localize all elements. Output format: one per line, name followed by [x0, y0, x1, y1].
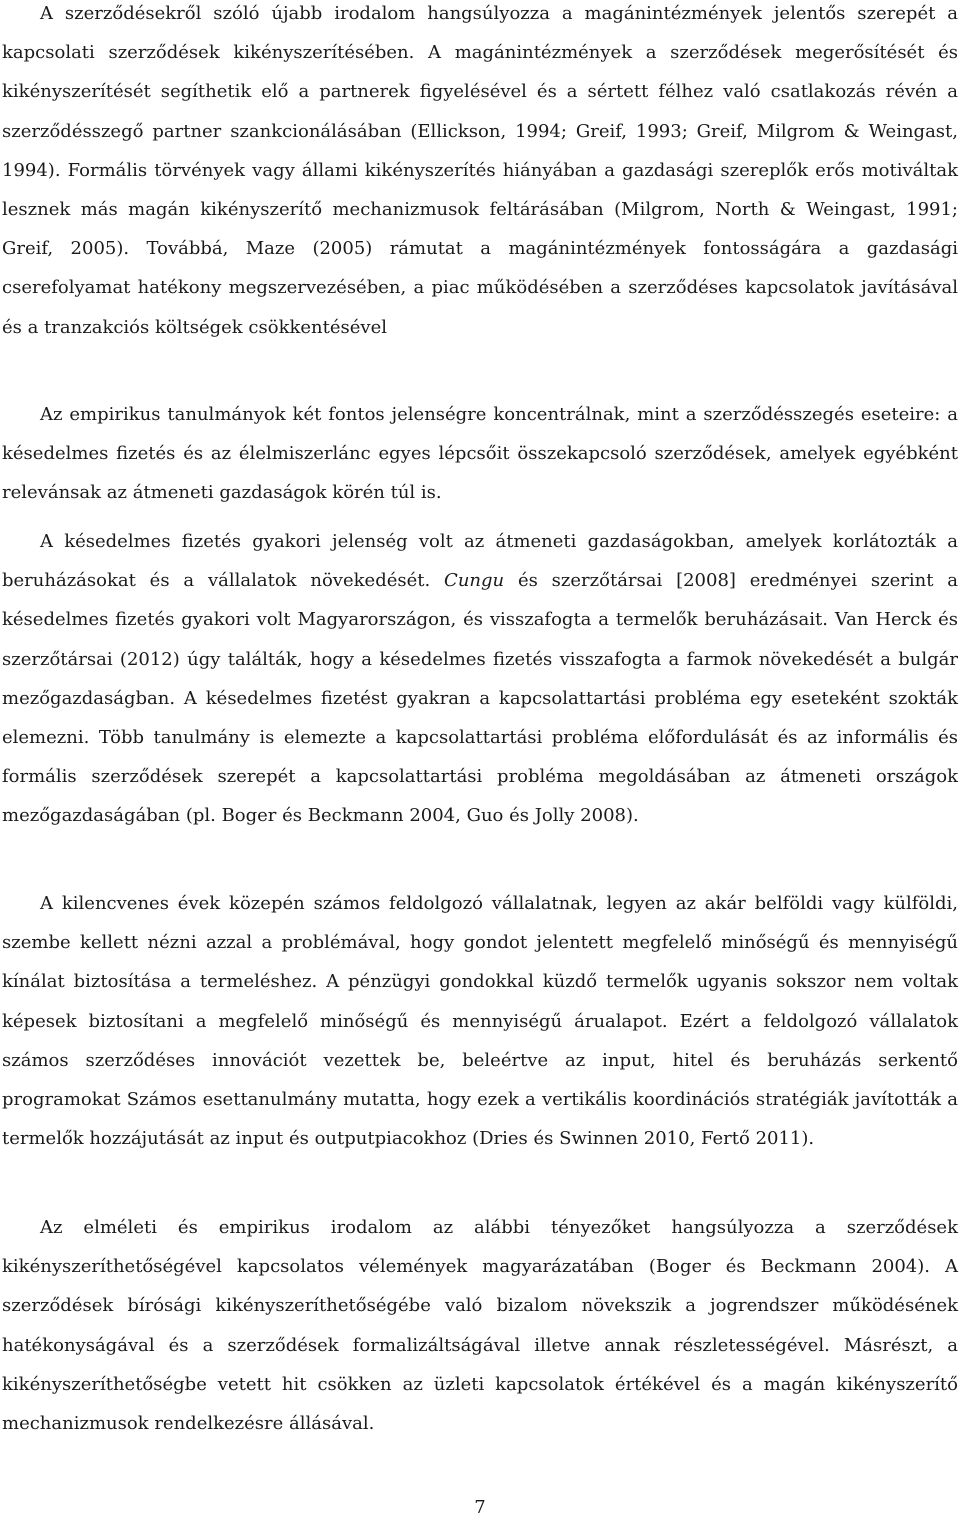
late-payment-text-before: A késedelmes fizetés gyakori jelenség volt az átmeneti gazdaságokban, amelyek korlátozták a beruházásokat és a vállalatok növekedését. [2, 531, 958, 592]
paragraph-enforceability: Az elméleti és empirikus irodalom az alábbi tényezőket hangsúlyozza a szerződések kikényszeríthetőségével kapcsolatos vélemények magyarázatában (Boger és Beckmann 2004). A szerződések bírósági kikényszeríthetőségébe való bizalom növekszik a jogrendszer működésének hatékonyságával és a szerződések formalizáltságával illetve annak részletességével. Másrészt, a kikényszeríthetőségbe vetett hit csökken az üzleti kapcsolatok értékével és a magán kikényszerítő mechanizmusok rendelkezésre állásával. [2, 1217, 958, 1435]
paragraph-late-payment [2, 522, 958, 836]
late-payment-italic-author: Cungu [444, 570, 505, 592]
paragraph-processing-companies: A kilencvenes évek közepén számos feldolgozó vállalatnak, legyen az akár belföldi vagy külföldi, szembe kellett nézni azzal a problémával, hogy gondot jelentett megfelelő minőségű és mennyiségű kínálat biztosítása a termeléshez. A pénzügyi gondokkal küzdő termelők ugyanis sokszor nem voltak képesek biztosítani a megfelelő minőségű és mennyiségű árualapot. Ezért a feldolgozó vállalatok számos szerződéses innovációt vezettek be, beleértve az input, hitel és beruházás serkentő programokat Számos esettanulmány mutatta, hogy ezek a vertikális koordinációs stratégiák javították a termelők hozzájutását az input és outputpiacokhoz (Dries és Swinnen 2010, Fertő 2011). [2, 893, 958, 1150]
paragraph-private-institutions: A szerződésekről szóló újabb irodalom hangsúlyozza a magánintézmények jelentős szerepét a kapcsolati szerződések kikényszerítésében. A magánintézmények a szerződések megerősítését és kikényszerítését segíthetik elő a partnerek figyelésével és a sértett félhez való csatlakozás révén a szerződésszegő partner szankcionálásában (Ellickson, 1994; Greif, 1993; Greif, Milgrom & Weingast, 1994). Formális törvények vagy állami kikényszerítés hiányában a gazdasági szereplők erős motiváltak lesznek más magán kikényszerítő mechanizmusok feltárásában (Milgrom, North & Weingast, 1991; Greif, 2005). Továbbá, Maze (2005) rámutat a magánintézmények fontosságára a gazdasági cserefolyamat hatékony megszervezésében, a piac működésében a szerződéses kapcsolatok javításával és a tranzakciós költségek csökkentésével [2, 3, 958, 338]
page-number: 7 [474, 1497, 486, 1518]
late-payment-text-after: és szerzőtársai [2008] eredményei szerint a késedelmes fizetés gyakori volt Magyarországon, és visszafogta a termelők beruházásait. Van Herck és szerzőtársai (2012) úgy találták, hogy a késedelmes fizetés visszafogta a farmok növekedését a bulgár mezőgazdaságban. A késedelmes fizetést gyakran a kapcsolattartási probléma egy eseteként szokták elemezni. Több tanulmány is elemezte a kapcsolattartási probléma előfordulását és az informális és formális szerződések szerepét a kapcsolattartási probléma megoldásában az átmeneti országok mezőgazdaságában (pl. Boger és Beckmann 2004, Guo és Jolly 2008). [2, 570, 959, 827]
paragraph-empirical-studies: Az empirikus tanulmányok két fontos jelenségre koncentrálnak, mint a szerződésszegés eseteire: a késedelmes fizetés és az élelmiszerlánc egyes lépcsőit összekapcsoló szerződések, amelyek egyébként relevánsak az átmeneti gazdaságok körén túl is. [2, 404, 958, 504]
